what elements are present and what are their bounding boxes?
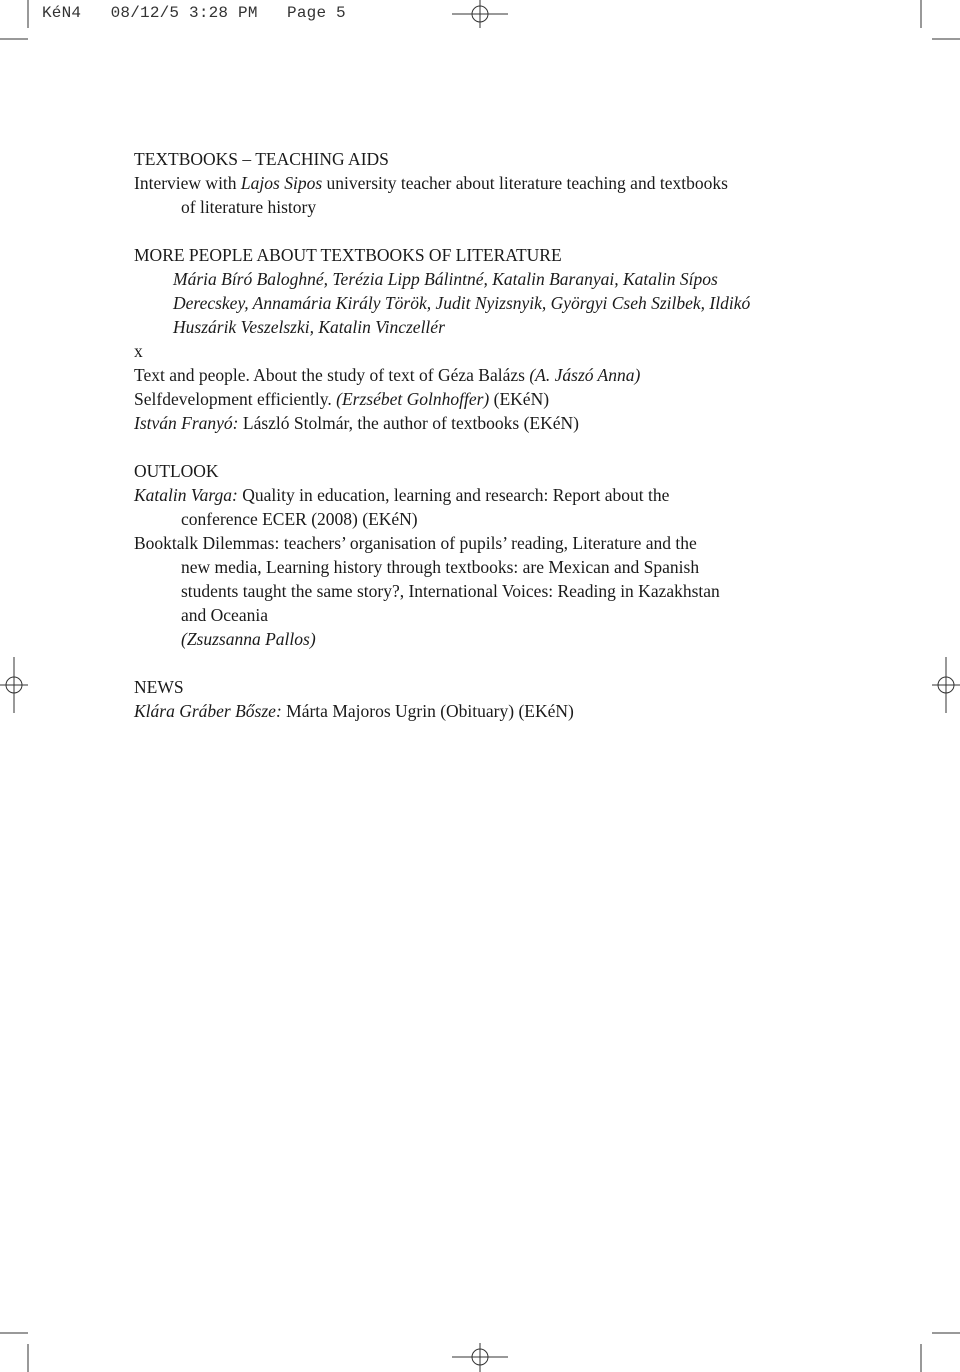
entry-text: university teacher about literature teaching and textbooks — [322, 173, 728, 193]
entry-text: Selfdevelopment efficiently. — [134, 389, 337, 409]
author-list-line: Mária Bíró Baloghné, Terézia Lipp Bálintné, Katalin Baranyai, Katalin Sípos — [173, 269, 718, 289]
author-name: Katalin Varga: — [134, 485, 238, 505]
entry-text: Text and people. About the study of text of Géza Balázs — [134, 365, 530, 385]
entry-continuation: conference ECER (2008) (EKéN) — [181, 509, 418, 529]
print-slug: KéN4 08/12/5 3:28 PM Page 5 — [42, 4, 346, 22]
entry-text: Interview with — [134, 173, 241, 193]
entry-continuation: and Oceania — [181, 605, 268, 625]
entry-text: Quality in education, learning and research: Report about the — [237, 485, 670, 505]
entry-text-and-people — [134, 363, 854, 387]
entry-quality-education — [134, 483, 854, 507]
registration-mark-bottom — [452, 1343, 508, 1372]
entry-interview — [134, 171, 854, 195]
entry-text: László Stolmár, the author of textbooks (EKéN) — [238, 413, 579, 433]
registration-mark-left — [0, 657, 28, 713]
entry-obituary — [134, 699, 854, 723]
author-list-line: Huszárik Veszelszki, Katalin Vinczellér — [173, 317, 445, 337]
entry-booktalk: Booktalk Dilemmas: teachers’ organisation of pupils’ reading, Literature and the — [134, 533, 697, 553]
section-heading-more-people: MORE PEOPLE ABOUT TEXTBOOKS OF LITERATURE — [134, 245, 562, 265]
entry-text: (EKéN) — [489, 389, 550, 409]
entry-continuation: new media, Learning history through textbooks: are Mexican and Spanish — [181, 557, 700, 577]
entry-text: Márta Majoros Ugrin (Obituary) (EKéN) — [281, 701, 574, 721]
author-name: István Franyó: — [134, 413, 239, 433]
section-heading-outlook: OUTLOOK — [134, 461, 219, 481]
entry-continuation: students taught the same story?, International Voices: Reading in Kazakhstan — [181, 581, 720, 601]
table-of-contents — [134, 147, 854, 723]
section-heading-textbooks: TEXTBOOKS – TEACHING AIDS — [134, 149, 389, 169]
registration-mark-right — [932, 657, 960, 713]
author-name: (Erzsébet Golnhoffer) — [336, 389, 490, 409]
author-name: (Zsuzsanna Pallos) — [181, 629, 316, 649]
author-name: Lajos Sipos — [240, 173, 323, 193]
section-heading-news: NEWS — [134, 677, 184, 697]
entry-continuation: of literature history — [181, 197, 317, 217]
registration-mark-top — [452, 0, 508, 28]
author-name: Klára Gráber Bősze: — [134, 701, 282, 721]
entry-stolmar — [134, 411, 854, 435]
author-name: (A. Jászó Anna) — [529, 365, 641, 385]
section-heading-x: x — [134, 341, 143, 361]
entry-selfdevelopment — [134, 387, 854, 411]
author-list-line: Derecskey, Annamária Király Török, Judit Nyizsnyik, Györgyi Cseh Szilbek, Ildikó — [173, 293, 751, 313]
